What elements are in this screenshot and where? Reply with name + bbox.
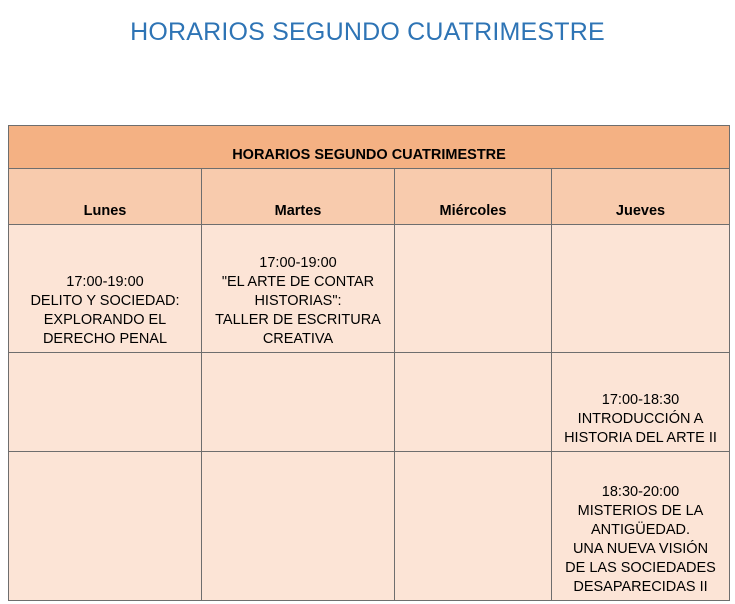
class-title: MISTERIOS DE LA ANTIGÜEDAD. UNA NUEVA VISIÓN DE LAS SOCIEDADES DESAPARECIDAS II: [565, 503, 716, 595]
class-time: 17:00-19:00: [259, 255, 337, 271]
schedule-table: [8, 125, 730, 601]
day-header-thursday: Jueves: [552, 169, 730, 225]
schedule-cell: [9, 225, 202, 353]
table-row: [9, 225, 730, 353]
class-time: 17:00-19:00: [66, 274, 144, 290]
schedule-cell: [9, 353, 202, 452]
table-title-row: [9, 126, 730, 169]
page-title: HORARIOS SEGUNDO CUATRIMESTRE: [130, 18, 605, 46]
class-title: INTRODUCCIÓN A HISTORIA DEL ARTE II: [564, 411, 717, 446]
schedule-cell: [552, 353, 730, 452]
schedule-cell: [395, 452, 552, 601]
schedule-cell: [395, 353, 552, 452]
class-title: "EL ARTE DE CONTAR HISTORIAS": TALLER DE ESCRITURA CREATIVA: [215, 274, 381, 347]
schedule-cell: [552, 225, 730, 353]
class-time: 18:30-20:00: [601, 484, 680, 500]
day-header-tuesday: Martes: [202, 169, 395, 225]
schedule-cell: [202, 452, 395, 601]
schedule-cell: [552, 452, 730, 601]
class-time: 17:00-18:30: [601, 392, 680, 408]
day-header-monday: Lunes: [9, 169, 202, 225]
day-header-row: [9, 169, 730, 225]
schedule-cell: [9, 452, 202, 601]
day-header-wednesday: Miércoles: [395, 169, 552, 225]
class-title: DELITO Y SOCIEDAD: EXPLORANDO EL DERECHO PENAL: [30, 293, 180, 347]
schedule-cell: [202, 225, 395, 353]
table-title: HORARIOS SEGUNDO CUATRIMESTRE: [9, 126, 730, 169]
schedule-cell: [202, 353, 395, 452]
table-row: [9, 452, 730, 601]
schedule-cell: [395, 225, 552, 353]
table-row: [9, 353, 730, 452]
